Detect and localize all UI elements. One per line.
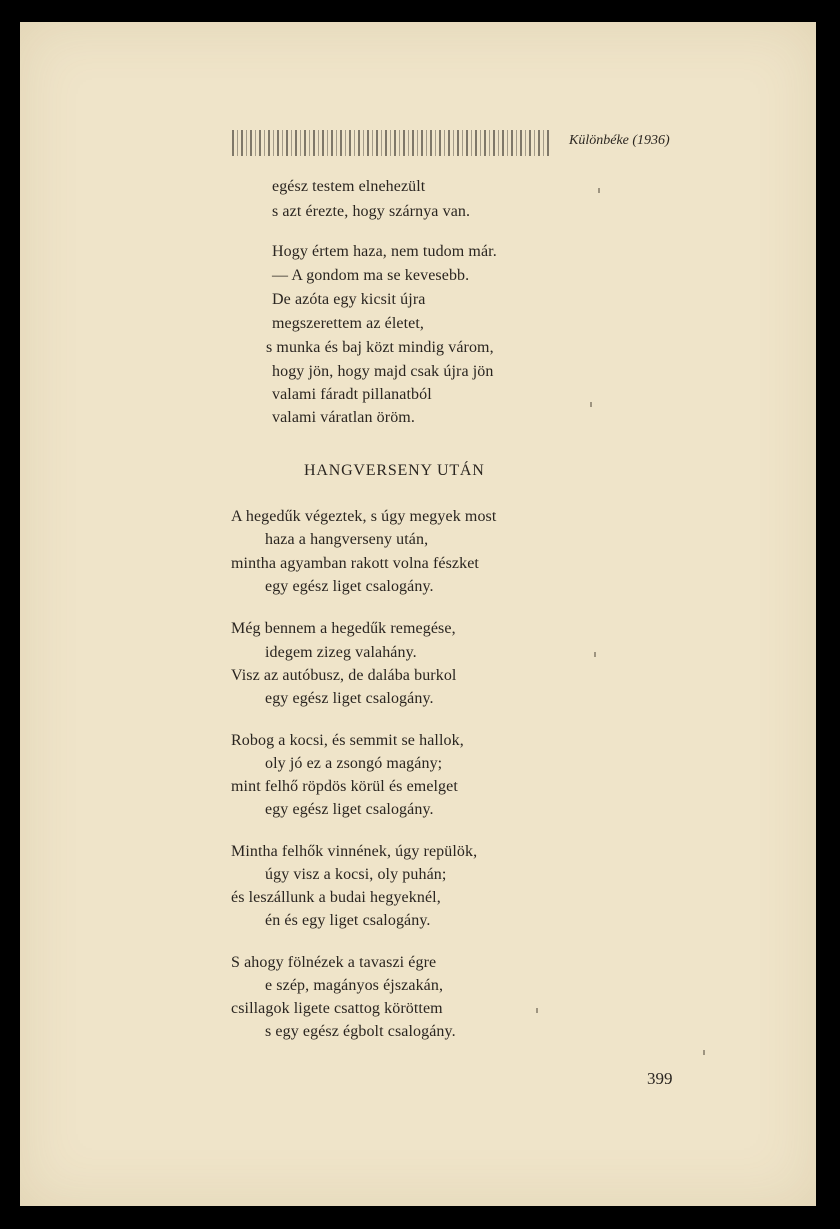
poem-line: egy egész liget csalogány.: [265, 578, 434, 595]
paper-speck: [590, 402, 592, 407]
paper-speck: [536, 1008, 538, 1013]
poem-line: valami váratlan öröm.: [272, 409, 415, 426]
poem-line: s azt érezte, hogy szárnya van.: [272, 203, 471, 220]
poem-line: De azóta egy kicsit újra: [272, 291, 426, 308]
poem-line: — A gondom ma se kevesebb.: [272, 267, 470, 284]
paper-speck: [703, 1050, 705, 1055]
poem-line: csillagok ligete csattog köröttem: [231, 1000, 443, 1017]
poem-line: és leszállunk a budai hegyeknél,: [231, 889, 441, 906]
paper-speck: [594, 652, 596, 657]
poem-line: Hogy értem haza, nem tudom már.: [272, 243, 497, 260]
poem-line: valami fáradt pillanatból: [272, 386, 432, 403]
poem-line: hogy jön, hogy majd csak újra jön: [272, 363, 494, 380]
poem-line: S ahogy fölnézek a tavaszi égre: [231, 954, 437, 971]
poem-line: haza a hangverseny után,: [265, 531, 429, 548]
poem-line: egész testem elnehezült: [272, 178, 426, 195]
running-head: Különbéke (1936): [569, 133, 670, 148]
poem-line: Visz az autóbusz, de dalába burkol: [231, 667, 457, 684]
poem-line: egy egész liget csalogány.: [265, 690, 434, 707]
header-ornament: [232, 130, 552, 156]
poem-line: mint felhő röpdös körül és emelget: [231, 778, 458, 795]
page-number: 399: [647, 1069, 673, 1088]
poem-line: megszerettem az életet,: [272, 315, 424, 332]
poem-line: idegem zizeg valahány.: [265, 644, 417, 661]
poem-line: úgy visz a kocsi, oly puhán;: [265, 866, 447, 883]
poem-line: A hegedűk végeztek, s úgy megyek most: [231, 508, 497, 525]
poem-line: s egy egész égbolt csalogány.: [265, 1023, 456, 1040]
poem-line: Mintha felhők vinnének, úgy repülök,: [231, 843, 478, 860]
poem-line: Robog a kocsi, és semmit se hallok,: [231, 732, 464, 749]
poem-line: e szép, magányos éjszakán,: [265, 977, 444, 994]
poem-line: én és egy liget csalogány.: [265, 912, 431, 929]
poem-line: oly jó ez a zsongó magány;: [265, 755, 443, 772]
poem-line: mintha agyamban rakott volna fészket: [231, 555, 479, 572]
paper-speck: [598, 188, 600, 193]
poem-line: egy egész liget csalogány.: [265, 801, 434, 818]
poem-title: HANGVERSENY UTÁN: [304, 462, 485, 479]
poem-line: Még bennem a hegedűk remegése,: [231, 620, 456, 637]
poem-line: s munka és baj közt mindig várom,: [266, 339, 494, 356]
